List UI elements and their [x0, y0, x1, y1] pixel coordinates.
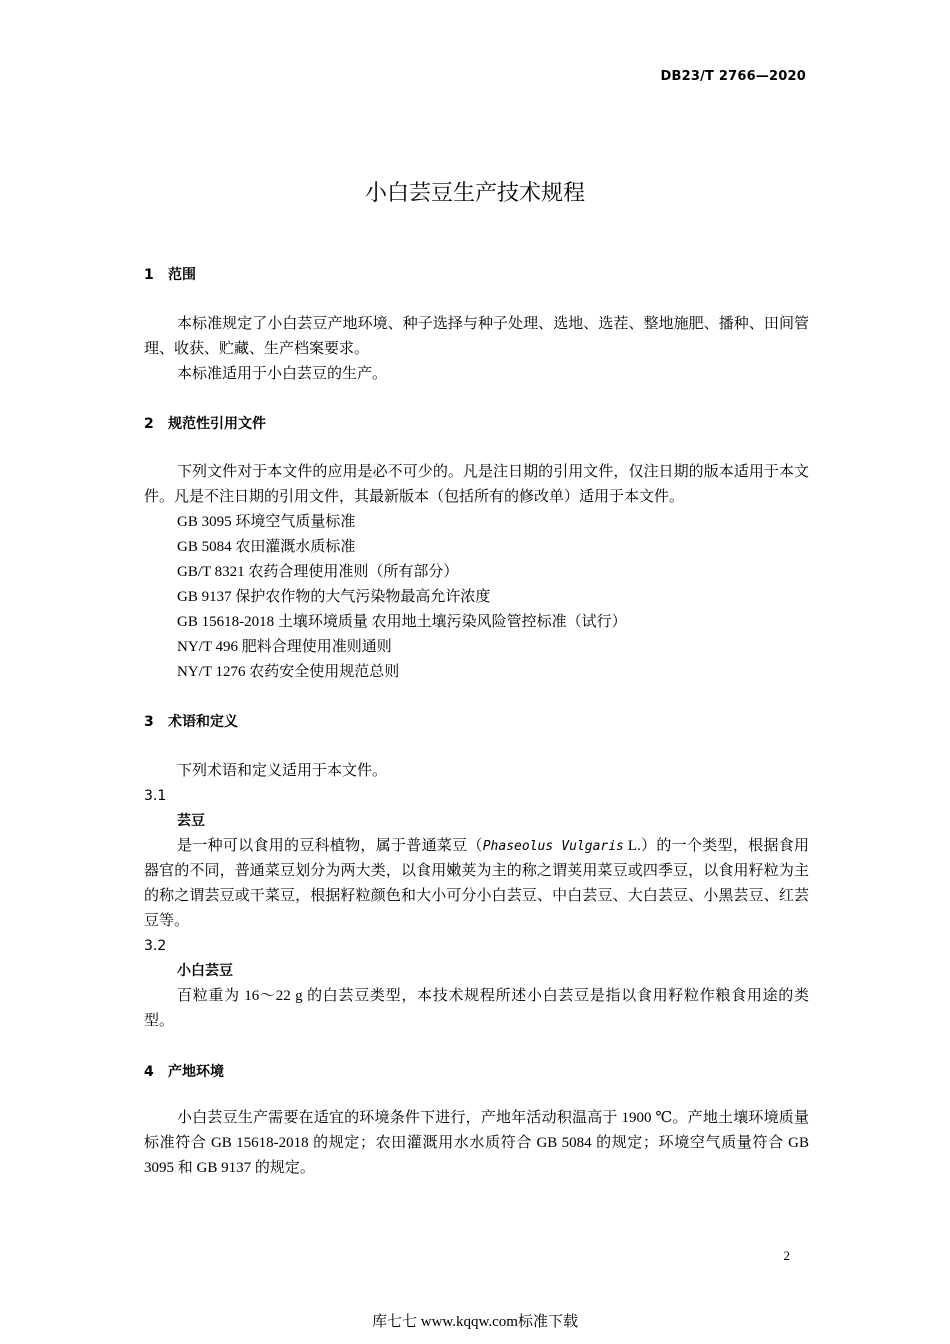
section-number: 1 [144, 267, 154, 283]
section-number: 3 [144, 714, 154, 730]
section-number: 2 [144, 416, 154, 432]
section-title: 术语和定义 [168, 714, 238, 730]
section-title: 范围 [168, 267, 196, 283]
term-heading: 芸豆 [177, 813, 205, 829]
paragraph: 小白芸豆生产需要在适宜的环境条件下进行，产地年活动积温高于 1900 ℃。产地土壤环境质量标准符合 GB 15618-2018 的规定；农田灌溉用水水质符合 GB 5084 的规定；环境空气质量符合 GB 3095 和 GB 9137 的规定。 [144, 1110, 809, 1176]
paragraph: 下列文件对于本文件的应用是必不可少的。凡是注日期的引用文件，仅注日期的版本适用于本文件。凡是不注日期的引用文件，其最新版本（包括所有的修改单）适用于本文件。 [144, 464, 809, 505]
section-2-heading [144, 413, 266, 433]
latin-name: Phaseolus Vulgaris [482, 839, 624, 854]
section-3-body [144, 759, 809, 1034]
page-number: 2 [783, 1248, 790, 1263]
paragraph: 本标准规定了小白芸豆产地环境、种子选择与种子处理、选地、选茬、整地施肥、播种、田间管理、收获、贮藏、生产档案要求。 [144, 316, 809, 357]
reference-item: GB 15618-2018 土壤环境质量 农用地土壤污染风险管控标准（试行） [177, 614, 627, 630]
section-4-body [144, 1106, 809, 1181]
clause-number: 3.1 [144, 788, 167, 804]
section-title: 规范性引用文件 [168, 416, 266, 432]
document-title: 小白芸豆生产技术规程 [364, 181, 585, 206]
term-definition [144, 834, 809, 934]
reference-item: GB 5084 农田灌溉水质标准 [177, 539, 356, 555]
clause-number: 3.2 [144, 938, 167, 954]
term-definition: 百粒重为 16～22 g 的白芸豆类型，本技术规程所述小白芸豆是指以食用籽粒作粮食用途的类型。 [144, 988, 809, 1029]
paragraph: 下列术语和定义适用于本文件。 [177, 763, 388, 779]
section-3-heading [144, 711, 238, 731]
standard-code: DB23/T 2766—2020 [660, 69, 806, 84]
term-heading: 小白芸豆 [177, 963, 233, 979]
paragraph: 本标准适用于小白芸豆的生产。 [177, 366, 388, 382]
reference-item: NY/T 496 肥料合理使用准则通则 [177, 639, 392, 655]
section-4-heading [144, 1061, 224, 1081]
section-1-heading [144, 264, 196, 284]
section-2-body [144, 460, 809, 685]
reference-item: NY/T 1276 农药安全使用规范总则 [177, 664, 400, 680]
site-watermark: 库七七 www.kqqw.com标准下载 [372, 1314, 578, 1330]
definition-text: L.）的一个类型，根据食用器官的不同，普通菜豆划分为两大类，以食用嫩荚为主的称之谓荚用菜豆或四季豆，以食用籽粒为主的称之谓芸豆或干菜豆，根据籽粒颜色和大小可分小白芸豆、中白芸豆、大白芸豆、小黑芸豆、红芸豆等。 [144, 838, 809, 929]
section-title: 产地环境 [168, 1064, 224, 1080]
reference-item: GB/T 8321 农药合理使用准则（所有部分） [177, 564, 459, 580]
reference-item: GB 3095 环境空气质量标准 [177, 514, 356, 530]
section-number: 4 [144, 1064, 154, 1080]
section-1-body [144, 312, 809, 387]
definition-text: 是一种可以食用的豆科植物，属于普通菜豆（ [177, 838, 483, 854]
reference-item: GB 9137 保护农作物的大气污染物最高允许浓度 [177, 589, 491, 605]
